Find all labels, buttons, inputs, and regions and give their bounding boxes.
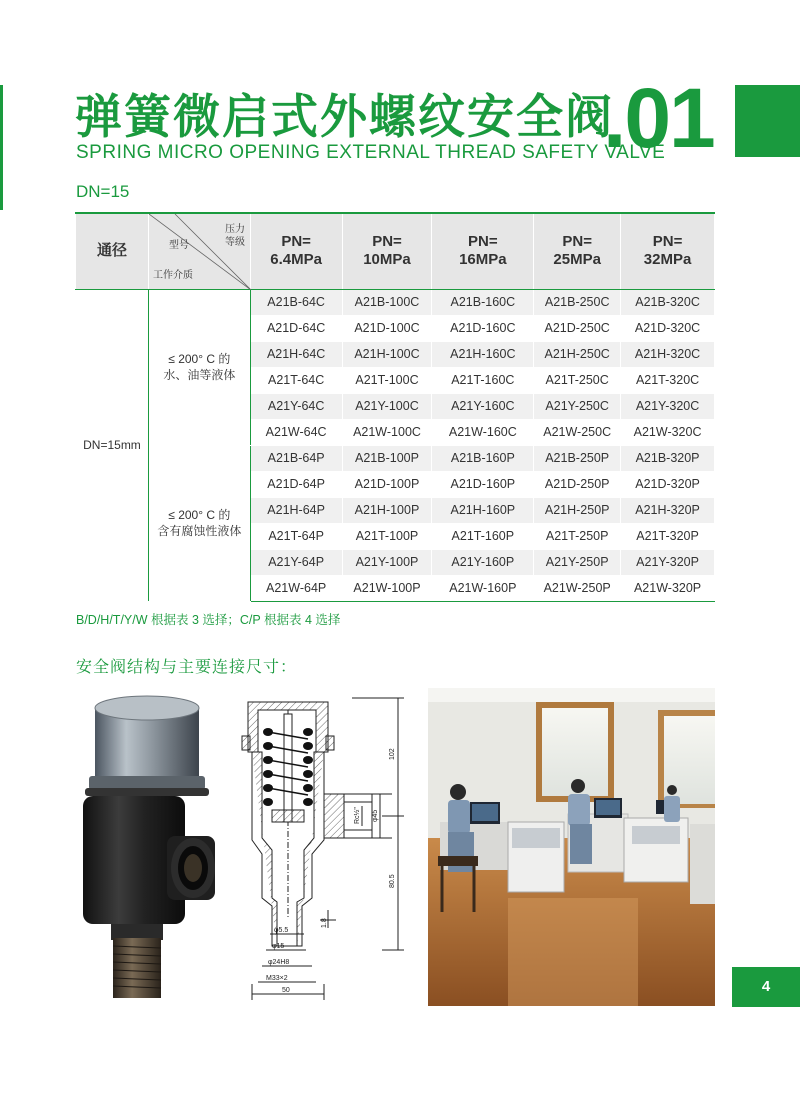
model-cell: A21Y-320C: [621, 393, 715, 419]
model-cell: A21B-64P: [250, 445, 342, 471]
table-body: [76, 289, 715, 601]
medium-line-1: ≤ 200° C 的: [168, 351, 231, 366]
header-bore: 通径: [76, 213, 149, 289]
dim-102: 102: [389, 748, 396, 760]
diag-medium-label: 工作介质: [152, 270, 193, 281]
model-cell: A21H-160P: [432, 497, 534, 523]
header-pn-64: PN= 6.4MPa: [250, 213, 342, 289]
model-spec-table: [75, 212, 715, 602]
model-cell: A21B-64C: [250, 289, 342, 315]
model-cell: A21D-250P: [534, 471, 621, 497]
model-cell: A21H-100P: [342, 497, 432, 523]
header-pn-32: PN= 32MPa: [621, 213, 715, 289]
model-cell: A21B-100C: [342, 289, 432, 315]
header-pn-10: PN= 10MPa: [342, 213, 432, 289]
model-cell: A21W-320P: [621, 575, 715, 601]
model-cell: A21H-320P: [621, 497, 715, 523]
dim-phi5-5: φ5.5: [274, 927, 289, 934]
model-cell: A21W-250P: [534, 575, 621, 601]
table-row: [76, 289, 715, 315]
page-title-cn: 弹簧微启式外螺纹安全阀: [75, 90, 614, 145]
dim-rc: Rc½": [354, 807, 361, 824]
medium-line-2: 含有腐蚀性液体: [157, 524, 242, 538]
bore-value-cell: DN=15mm: [76, 289, 149, 601]
medium-line-2: 水、油等液体: [163, 368, 236, 382]
model-cell: A21T-64C: [250, 367, 342, 393]
model-cell: A21T-250C: [534, 367, 621, 393]
model-cell: A21D-320P: [621, 471, 715, 497]
model-cell: A21W-160C: [432, 419, 534, 445]
model-cell: A21H-160C: [432, 341, 534, 367]
model-cell: A21Y-320P: [621, 549, 715, 575]
valve-product-photo: [75, 688, 220, 1006]
dim-80-5: 80.5: [389, 874, 396, 888]
model-cell: A21B-250P: [534, 445, 621, 471]
medium-cell: [148, 289, 250, 445]
model-cell: A21D-160C: [432, 315, 534, 341]
section-title-structure: 安全阀结构与主要连接尺寸：: [76, 657, 298, 676]
dim-phi15: φ15: [272, 943, 285, 950]
header-pn-25: PN= 25MPa: [534, 213, 621, 289]
page-title-en: SPRING MICRO OPENING EXTERNAL THREAD SAFETY VALVE: [76, 142, 666, 163]
model-cell: A21T-160P: [432, 523, 534, 549]
model-cell: A21H-100C: [342, 341, 432, 367]
model-cell: A21W-100C: [342, 419, 432, 445]
model-cell: A21W-320C: [621, 419, 715, 445]
model-cell: A21Y-64C: [250, 393, 342, 419]
model-cell: A21W-64P: [250, 575, 342, 601]
diag-pressure-label: 压力: [224, 224, 245, 235]
model-cell: A21H-250P: [534, 497, 621, 523]
model-cell: A21D-160P: [432, 471, 534, 497]
dim-phi24: φ24H8: [268, 959, 290, 966]
model-cell: A21H-250C: [534, 341, 621, 367]
model-cell: A21T-160C: [432, 367, 534, 393]
model-cell: A21Y-64P: [250, 549, 342, 575]
model-cell: A21D-64C: [250, 315, 342, 341]
medium-cell: [148, 445, 250, 601]
dim-m33: M33×2: [266, 975, 288, 982]
model-cell: A21D-64P: [250, 471, 342, 497]
model-cell: A21B-320C: [621, 289, 715, 315]
dim-50: 50: [282, 987, 290, 994]
header-green-block: [735, 85, 800, 157]
model-cell: A21T-250P: [534, 523, 621, 549]
model-cell: A21B-160C: [432, 289, 534, 315]
model-cell: A21D-100P: [342, 471, 432, 497]
model-cell: A21B-320P: [621, 445, 715, 471]
section-number: .01: [603, 71, 714, 165]
model-cell: A21T-100P: [342, 523, 432, 549]
model-cell: A21D-250C: [534, 315, 621, 341]
dim-phi45: φ45: [372, 809, 379, 822]
office-photo: [428, 688, 715, 1006]
model-cell: A21T-64P: [250, 523, 342, 549]
model-cell: A21H-320C: [621, 341, 715, 367]
dim-1-8: 1.8: [321, 918, 328, 928]
dn-label: DN=15: [76, 182, 130, 201]
diag-grade-label: 等级: [224, 237, 245, 248]
header-pn-16: PN= 16MPa: [432, 213, 534, 289]
model-cell: A21W-100P: [342, 575, 432, 601]
page-number-badge: 4: [732, 967, 800, 1007]
model-cell: A21T-320C: [621, 367, 715, 393]
model-cell: A21T-320P: [621, 523, 715, 549]
model-cell: A21B-250C: [534, 289, 621, 315]
table-row: [76, 445, 715, 471]
table-header-row: [76, 213, 715, 289]
model-cell: A21Y-250C: [534, 393, 621, 419]
model-cell: A21Y-250P: [534, 549, 621, 575]
valve-section-drawing: [232, 688, 417, 1006]
medium-line-1: ≤ 200° C 的: [168, 507, 231, 522]
model-cell: A21Y-100C: [342, 393, 432, 419]
selection-note: B/D/H/T/Y/W 根据表 3 选择；C/P 根据表 4 选择: [76, 613, 341, 627]
model-cell: A21B-160P: [432, 445, 534, 471]
left-accent-rule: [0, 85, 3, 210]
model-cell: A21D-100C: [342, 315, 432, 341]
model-cell: A21W-160P: [432, 575, 534, 601]
model-cell: A21W-250C: [534, 419, 621, 445]
model-cell: A21D-320C: [621, 315, 715, 341]
model-cell: A21W-64C: [250, 419, 342, 445]
model-cell: A21Y-100P: [342, 549, 432, 575]
model-cell: A21H-64C: [250, 341, 342, 367]
model-cell: A21Y-160C: [432, 393, 534, 419]
header-diagonal-cell: [148, 213, 250, 289]
model-cell: A21Y-160P: [432, 549, 534, 575]
model-cell: A21B-100P: [342, 445, 432, 471]
model-cell: A21T-100C: [342, 367, 432, 393]
diag-model-label: 型号: [168, 240, 189, 251]
model-cell: A21H-64P: [250, 497, 342, 523]
